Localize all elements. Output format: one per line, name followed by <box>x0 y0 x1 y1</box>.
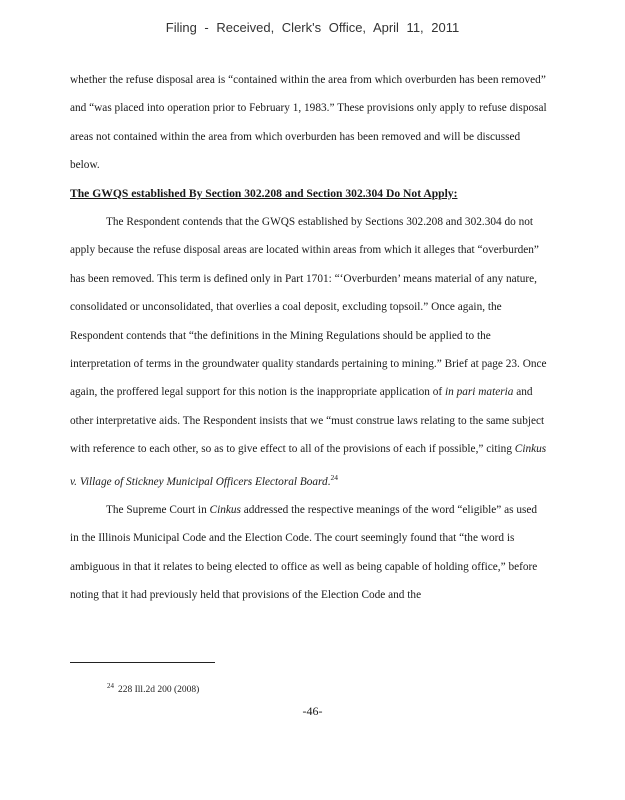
footnote <box>107 682 199 695</box>
paragraph-text-part-2: addressed the respective meanings of the word “eligible” as used in the Illinois Municipal Code and the Election Code. The court seemingly found that “the word is ambiguous in that it relates to being elected to office as well as being capable of holding office,” before noting that it had previously held that provisions of the Election Code and the <box>70 503 538 602</box>
paragraph-text-part-1: The Respondent contends that the GWQS established by Sections 302.208 and 302.304 do not apply because the refuse disposal areas are located within areas from which it alleges that “overburden” has been removed. This term is defined only in Part 1701: “‘Overburden’ means material of any nature, consolidated or unconsolidated, that overlies a coal deposit, excluding topsoil.” Once again, the Respondent contends that “the definitions in the Mining Regulations should be applied to the interpretation of terms in the groundwater quality standards pertaining to mining.” Brief at page 23. Once again, the proffered legal support for this notion is the inappropriate application of <box>70 216 547 399</box>
page-number: -46- <box>302 704 323 718</box>
filing-stamp-header: Filing - Received, Clerk's Office, April 11, 2011 <box>165 20 460 35</box>
case-name-cinkus: Cinkus <box>209 503 241 516</box>
footnote-reference[interactable]: 24 <box>330 472 338 482</box>
italic-term-in-pari-materia: in pari materia <box>445 386 514 399</box>
paragraph-continuation: whether the refuse disposal area is “contained within the area from which overburden has been removed” and “was placed into operation prior to February 1, 1983.” These provisions only apply to refuse disposal areas not contained within the area from which overburden has been removed and will be discussed below. <box>70 74 547 172</box>
footnote-number: 24 <box>107 682 114 690</box>
footnote-divider <box>70 662 215 663</box>
paragraph-text-part-1: The Supreme Court in <box>106 503 210 516</box>
paragraph-supreme-court <box>70 496 548 610</box>
footnote-text: 228 Ill.2d 200 (2008) <box>118 685 200 696</box>
section-heading: The GWQS established By Section 302.208 and Section 302.304 Do Not Apply: <box>70 186 458 200</box>
case-citation-cinkus: Cinkus v. Village of Stickney Municipal Officers Electoral Board <box>70 443 547 488</box>
paragraph-respondent-contention <box>70 208 548 496</box>
paragraph-text-part-2: and other interpretative aids. The Respondent insists that we “must construe laws relating to the same subject with reference to each other, so as to give effect to all of the provisions of each if possible,” citing <box>70 386 545 456</box>
document-body <box>70 66 548 609</box>
paragraph-text-part-3: . <box>327 475 331 488</box>
